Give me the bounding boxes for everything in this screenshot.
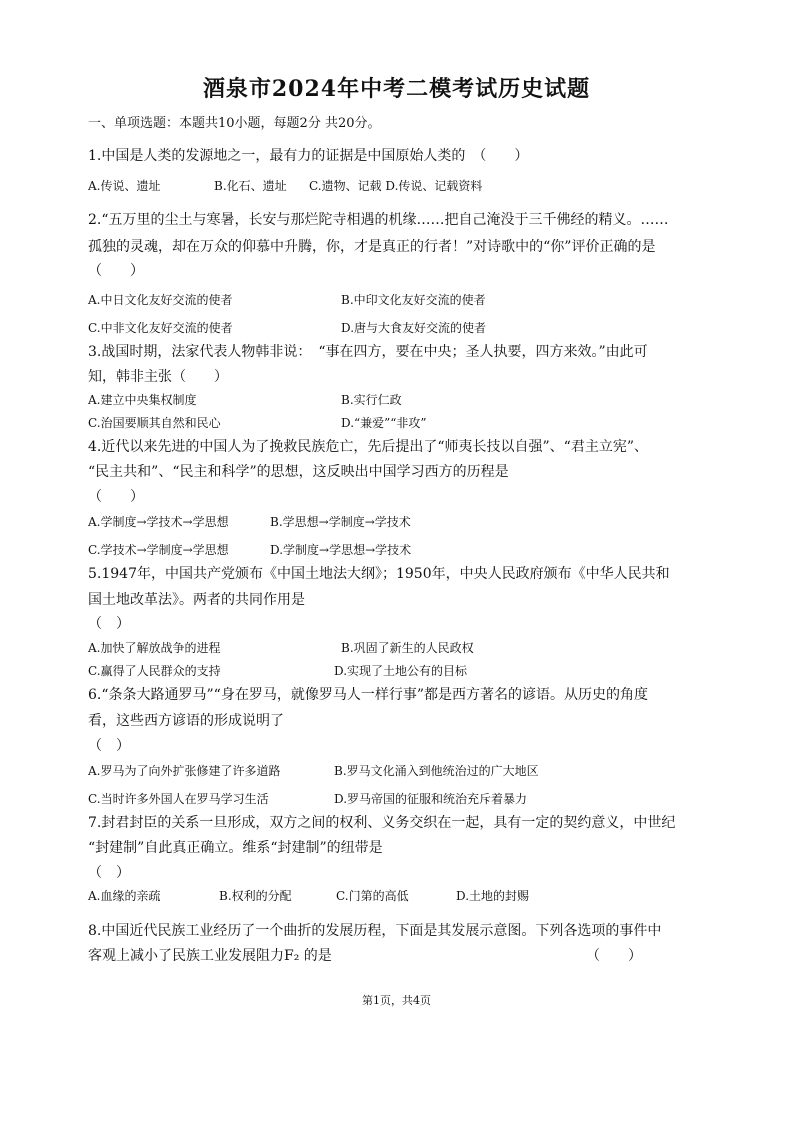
question-3-option-d: D.“兼爱”“非攻” [341,416,427,430]
question-3-option-a: A.建立中央集权制度 [88,393,197,407]
question-2-option-c: C.中非文化友好交流的使者 [88,321,233,335]
question-2-option-d: D.唐与大食友好交流的使者 [341,321,487,335]
question-6-line-2: 看，这些西方谚语的形成说明了 [88,713,284,729]
question-6-option-a: A.罗马为了向外扩张修建了许多道路 [88,764,281,778]
question-7-option-c: C.门第的高低 [336,889,409,903]
question-3-option-b: B.实行仁政 [341,393,402,407]
question-4-line-2: “民主共和”、“民主和科学”的思想，这反映出中国学习西方的历程是 [88,464,509,480]
question-8-line-1: 8.中国近代民族工业经历了一个曲折的发展历程，下面是其发展示意图。下列各选项的事件中 [88,923,662,939]
question-4-answer-paren: （ ） [88,489,144,505]
question-5-line-1: 5.1947年，中国共产党颁布《中国土地法大纲》；1950年，中央人民政府颁布《中华人民共和 [88,566,670,582]
question-7-option-a: A.血缘的亲疏 [88,889,161,903]
question-4-option-d: D.学制度→学思想→学技术 [270,543,412,557]
question-8-line-2: 客观上减小了民族工业发展阻力F₂ 的是 [88,948,332,964]
question-7-line-2: “封建制”自此真正确立。维系“封建制”的纽带是 [88,840,383,856]
question-4-option-c: C.学技术→学制度→学思想 [88,543,229,557]
question-5-option-d: D.实现了土地公有的目标 [334,664,468,678]
question-3-line-2: 知，韩非主张（ ） [88,369,228,385]
question-5-option-b: B.巩固了新生的人民政权 [341,641,474,655]
section-heading: 一、单项选题：本题共10小题，每题2分 共20分。 [88,116,381,131]
question-2-option-b: B.中印文化友好交流的使者 [341,293,486,307]
question-3-line-1: 3.战国时期，法家代表人物韩非说： “事在四方，要在中央；圣人执要，四方来效。”由此可 [88,344,648,360]
question-1-stem: 1.中国是人类的发源地之一，最有力的证据是中国原始人类的 （ ） [88,148,529,164]
question-5-option-a: A.加快了解放战争的进程 [88,641,221,655]
question-7-answer-paren: （ ） [88,865,130,881]
question-1-option-a: A.传说、遗址 [88,179,161,193]
question-6-line-1: 6.“条条大路通罗马”“身在罗马，就像罗马人一样行事”都是西方著名的谚语。从历史的角度 [88,687,648,703]
question-2-line-1: 2.“五万里的尘土与寒暑，长安与那烂陀寺相遇的机缘……把自己淹没于三千佛经的精义。…… [88,212,669,228]
question-2-option-a: A.中日文化友好交流的使者 [88,293,233,307]
question-6-answer-paren: （ ） [88,738,130,754]
question-5-line-2: 国土地改革法》。两者的共同作用是 [88,592,305,608]
question-2-line-2: 孤独的灵魂，却在万众的仰慕中升腾，你，才是真正的行者！”对诗歌中的“你”评价正确的是 [88,239,656,255]
question-8-answer-paren: （ ） [586,948,642,964]
question-3-option-c: C.治国要顺其自然和民心 [88,416,221,430]
question-6-option-c: C.当时许多外国人在罗马学习生活 [88,792,269,806]
question-2-answer-paren: （ ） [88,263,144,279]
question-7-option-b: B.权利的分配 [219,889,292,903]
question-4-option-a: A.学制度→学技术→学思想 [88,515,229,529]
page-title: 酒泉市2024年中考二模考试历史试题 [202,76,591,102]
question-4-option-b: B.学思想→学制度→学技术 [270,515,411,529]
question-7-option-d: D.土地的封赐 [456,889,530,903]
question-5-answer-paren: （ ） [88,616,130,632]
question-6-option-b: B.罗马文化涌入到他统治过的广大地区 [334,764,539,778]
question-1-option-b: B.化石、遗址 [214,179,287,193]
question-4-line-1: 4.近代以来先进的中国人为了挽救民族危亡，先后提出了“师夷长技以自强”、“君主立宪”、 [88,439,648,455]
question-6-option-d: D.罗马帝国的征服和统治充斥着暴力 [334,792,528,806]
question-7-line-1: 7.封君封臣的关系一旦形成，双方之间的权利、义务交织在一起，具有一定的契约意义，中世纪 [88,815,676,831]
question-5-option-c: C.赢得了人民群众的支持 [88,664,221,678]
question-1-option-cd: C.遗物、记载 D.传说、记载资料 [309,179,483,193]
page-footer: 第1页，共4页 [362,994,431,1007]
